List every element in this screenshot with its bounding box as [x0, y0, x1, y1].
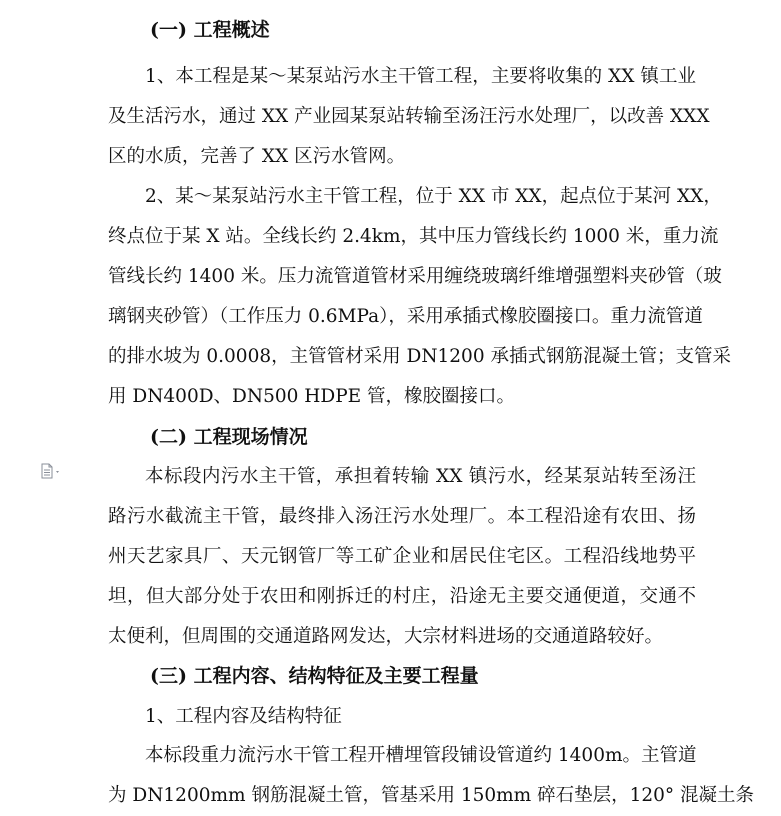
text-line: 用 DN400D、DN500 HDPE 管，橡胶圈接口。	[108, 386, 516, 407]
text-line: 区的水质，完善了 XX 区污水管网。	[108, 146, 406, 167]
text-line: 终点位于某 X 站。全线长约 2.4km，其中压力管线长约 1000 米，重力流	[108, 226, 719, 247]
text-line: 管线长约 1400 米。压力流管道管材采用缠绕玻璃纤维增强塑料夹砂管（玻	[108, 266, 722, 287]
text-line: 本标段重力流污水干管工程开槽埋管段铺设管道约 1400m。主管道	[145, 745, 697, 766]
text-line: 及生活污水，通过 XX 产业园某泵站转输至汤汪污水处理厂，以改善 XXX	[108, 106, 710, 127]
text-line: 璃钢夹砂管）（工作压力 0.6MPa），采用承插式橡胶圈接口。重力流管道	[108, 306, 703, 327]
document-icon[interactable]	[40, 463, 64, 479]
text-line: 的排水坡为 0.0008，主管管材采用 DN1200 承插式钢筋混凝土管；支管采	[108, 346, 731, 367]
section-heading-site: (二) 工程现场情况	[150, 426, 308, 448]
text-line: 本标段内污水主干管，承担着转输 XX 镇污水，经某泵站转至汤汪	[145, 466, 696, 487]
text-line: 坦，但大部分处于农田和刚拆迁的村庄，沿途无主要交通便道，交通不	[108, 586, 696, 607]
text-line: 州天艺家具厂、天元钢管厂等工矿企业和居民住宅区。工程沿线地势平	[108, 546, 696, 567]
paragraph-overview-1	[108, 57, 710, 177]
section-heading-content: (三) 工程内容、结构特征及主要工程量	[150, 665, 479, 687]
subheading-content-structure: 1、工程内容及结构特征	[145, 706, 342, 727]
text-line: 太便利，但周围的交通道路网发达，大宗材料进场的交通道路较好。	[108, 626, 664, 647]
text-line: 2、某～某泵站污水主干管工程，位于 XX 市 XX，起点位于某河 XX，	[145, 186, 722, 207]
text-line: 为 DN1200mm 钢筋混凝土管，管基采用 150mm 碎石垫层，120° 混凝土条	[108, 785, 755, 806]
paragraph-overview-2	[108, 177, 731, 417]
paragraph-site	[108, 457, 696, 657]
section-heading-overview: (一) 工程概述	[150, 19, 270, 41]
paragraph-content	[108, 736, 755, 816]
text-line: 路污水截流主干管，最终排入汤汪污水处理厂。本工程沿途有农田、扬	[108, 506, 696, 527]
text-line: 1、本工程是某～某泵站污水主干管工程，主要将收集的 XX 镇工业	[145, 66, 696, 87]
